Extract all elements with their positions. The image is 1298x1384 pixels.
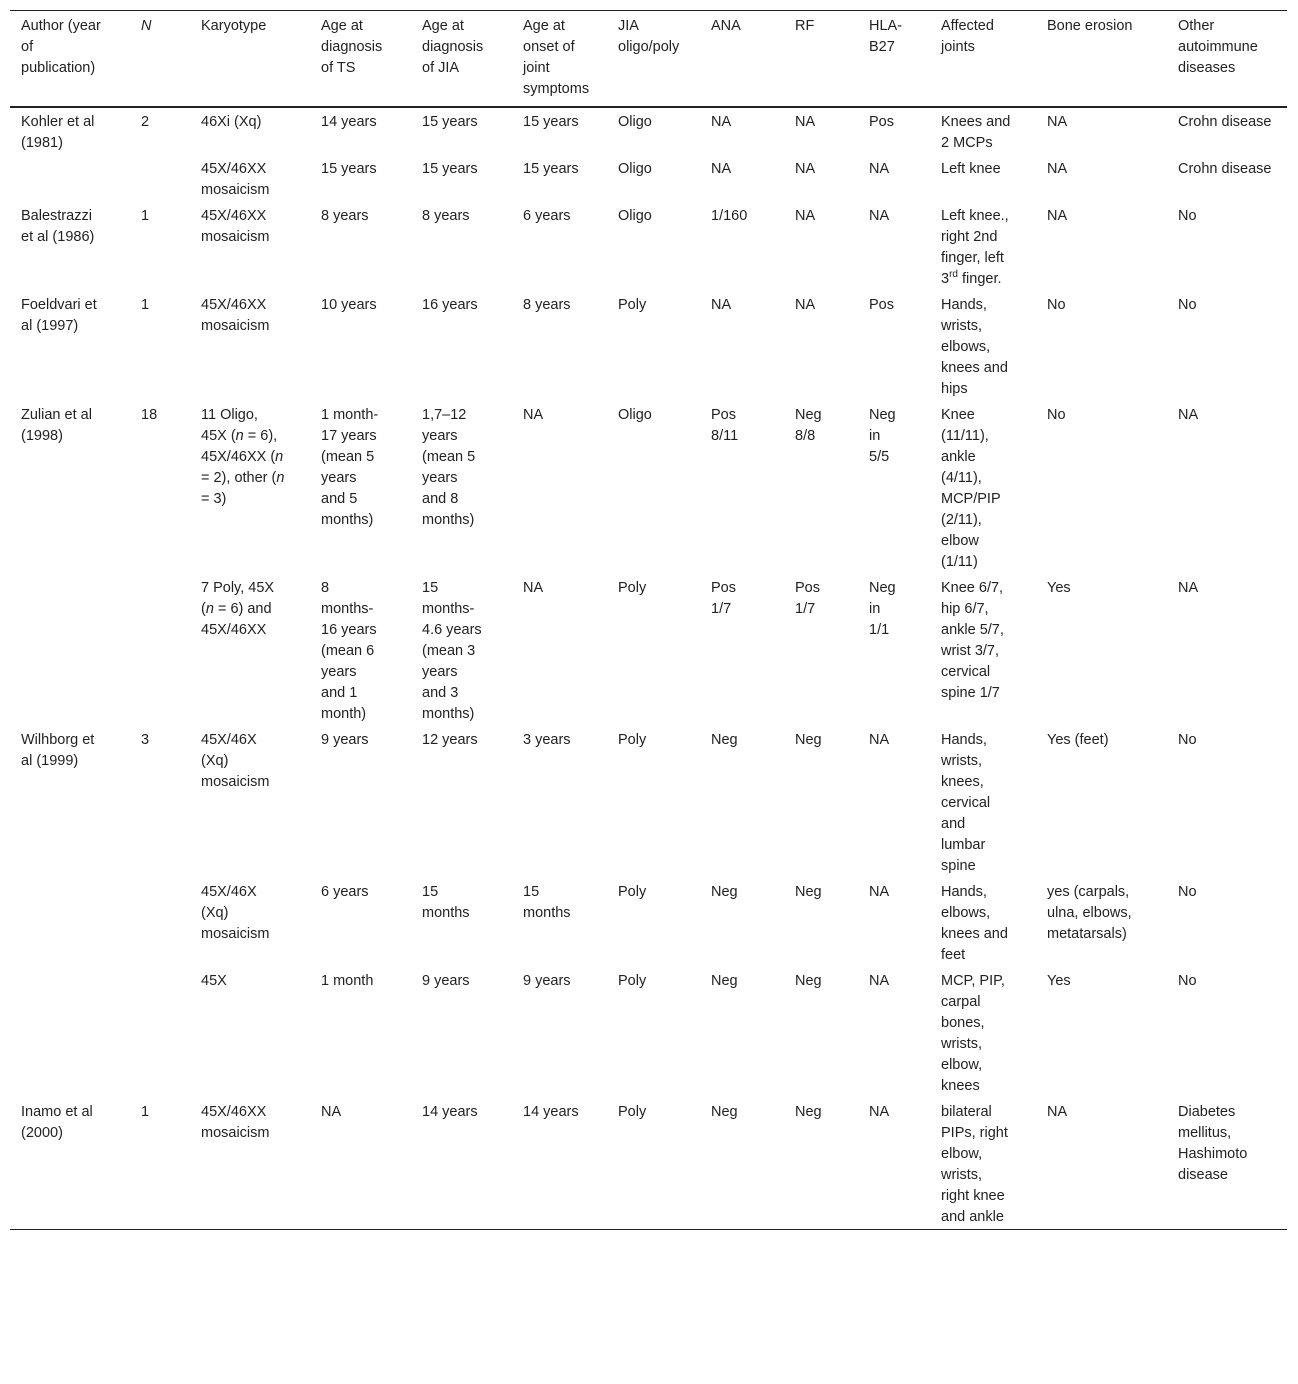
- cell-age-ts: 6 years: [321, 884, 369, 900]
- cell-author: Wilhborg et al (1999): [21, 732, 95, 769]
- cell-author: Inamo et al (2000): [21, 1104, 93, 1141]
- n-symbol: n: [275, 449, 284, 465]
- cell-joints: bilateral PIPs, right elbow, wrists, right knee and ankle: [941, 1104, 1008, 1225]
- cell-rf: Neg: [795, 1104, 822, 1120]
- table-row: [10, 202, 1287, 291]
- cell-karyotype: 46Xi (Xq): [201, 114, 262, 130]
- header-bone-erosion: Bone erosion: [1047, 18, 1133, 34]
- karyotype-text: = 3): [201, 491, 227, 507]
- cell-age-ts: NA: [321, 1104, 342, 1120]
- table-row: [10, 878, 1287, 967]
- cell-jia-type: Oligo: [618, 114, 652, 130]
- cell-joints: Knees and 2 MCPs: [941, 114, 1011, 151]
- cell-hla: NA: [869, 208, 890, 224]
- cell-ana: NA: [711, 297, 732, 313]
- cell-joints: Hands, elbows, knees and feet: [941, 884, 1008, 963]
- cell-karyotype: 45X/46XX mosaicism: [201, 297, 270, 334]
- cell-onset: 3 years: [523, 732, 571, 748]
- cell-other: No: [1178, 208, 1197, 224]
- cell-rf: NA: [795, 114, 816, 130]
- cell-joints: [930, 202, 1036, 291]
- cell-hla: Neg in 5/5: [869, 407, 896, 465]
- header-row: [10, 11, 1287, 108]
- cell-age-ts: 9 years: [321, 732, 369, 748]
- header-hla-b27: HLA-B27: [869, 18, 903, 55]
- header-age-ts: Age at diagnosis of TS: [321, 18, 383, 76]
- cell-n: 1: [141, 297, 150, 313]
- cell-n: 18: [141, 407, 158, 423]
- cell-other: No: [1178, 973, 1197, 989]
- cell-erosion: NA: [1047, 114, 1068, 130]
- header-rf: RF: [795, 18, 815, 34]
- cell-karyotype: [190, 401, 310, 574]
- cell-erosion: yes (carpals, ulna, elbows, metatarsals): [1047, 884, 1132, 942]
- cell-onset: 14 years: [523, 1104, 579, 1120]
- cell-onset: 8 years: [523, 297, 571, 313]
- cell-karyotype: [190, 574, 310, 726]
- table-header: [10, 11, 1287, 108]
- cell-author: Kohler et al (1981): [21, 114, 95, 151]
- cell-joints: Hands, wrists, elbows, knees and hips: [941, 297, 1008, 397]
- header-affected-joints: Affected joints: [941, 18, 994, 55]
- table-row: [10, 574, 1287, 726]
- cell-ana: Pos 8/11: [711, 407, 739, 444]
- cell-age-ts: 1 month: [321, 973, 374, 989]
- table-row: [10, 107, 1287, 155]
- cell-age-ts: 8 years: [321, 208, 369, 224]
- cell-karyotype: 45X/46XX mosaicism: [201, 1104, 270, 1141]
- superscript-rd: rd: [949, 269, 958, 281]
- cell-erosion: NA: [1047, 161, 1068, 177]
- cell-other: No: [1178, 732, 1197, 748]
- karyotype-text: 11 Oligo, 45X (: [201, 407, 258, 444]
- cell-rf: NA: [795, 208, 816, 224]
- cell-joints: Hands, wrists, knees, cervical and lumbar spine: [941, 732, 991, 874]
- cell-hla: Neg in 1/1: [869, 580, 896, 638]
- cell-age-jia: 15 months: [422, 884, 470, 921]
- header-onset: Age at onset of joint symptoms: [523, 18, 590, 97]
- cell-age-jia: 15 months-4.6 years (mean 3 years and 3 months): [422, 580, 482, 722]
- cell-rf: Neg 8/8: [795, 407, 822, 444]
- cell-ana: Neg: [711, 884, 738, 900]
- cell-other: No: [1178, 884, 1197, 900]
- table-container: [10, 10, 1287, 1230]
- cell-n: 1: [141, 1104, 150, 1120]
- cell-onset: NA: [523, 407, 544, 423]
- cell-hla: NA: [869, 732, 890, 748]
- cell-karyotype: 45X/46X (Xq) mosaicism: [201, 732, 270, 790]
- cell-other: Crohn disease: [1178, 161, 1272, 177]
- cell-rf: Neg: [795, 884, 822, 900]
- cell-rf: NA: [795, 297, 816, 313]
- table-body: [10, 107, 1287, 1230]
- cell-age-jia: 1,7–12 years (mean 5 years and 8 months): [422, 407, 476, 528]
- cell-jia-type: Oligo: [618, 161, 652, 177]
- cell-other: NA: [1178, 580, 1199, 596]
- cell-hla: NA: [869, 1104, 890, 1120]
- cell-joints: Knee 6/7, hip 6/7, ankle 5/7, wrist 3/7, cervical spine 1/7: [941, 580, 1004, 701]
- cell-age-ts: 10 years: [321, 297, 377, 313]
- cell-onset: NA: [523, 580, 544, 596]
- cell-age-ts: 14 years: [321, 114, 377, 130]
- cell-jia-type: Poly: [618, 973, 647, 989]
- cell-jia-type: Poly: [618, 1104, 647, 1120]
- cell-jia-type: Oligo: [618, 407, 652, 423]
- cell-n: 3: [141, 732, 150, 748]
- header-n: N: [141, 18, 152, 34]
- n-symbol: n: [235, 428, 244, 444]
- cell-other: NA: [1178, 407, 1199, 423]
- cell-rf: NA: [795, 161, 816, 177]
- n-symbol: n: [276, 470, 285, 486]
- joints-text: Left knee., right 2nd finger, left 3: [941, 208, 1009, 287]
- karyotype-text: = 6), 45X/46XX (: [201, 428, 278, 465]
- karyotype-text: = 2), other (: [201, 470, 277, 486]
- cell-onset: 15 months: [523, 884, 571, 921]
- cell-karyotype: 45X/46XX mosaicism: [201, 161, 270, 198]
- table-row: [10, 401, 1287, 574]
- cell-age-jia: 8 years: [422, 208, 470, 224]
- cell-erosion: Yes: [1047, 973, 1071, 989]
- cell-ana: 1/160: [711, 208, 748, 224]
- cell-age-jia: 15 years: [422, 114, 478, 130]
- cell-erosion: Yes (feet): [1047, 732, 1109, 748]
- cell-age-jia: 16 years: [422, 297, 478, 313]
- cell-erosion: No: [1047, 297, 1066, 313]
- cell-karyotype: 45X: [201, 973, 227, 989]
- cell-erosion: NA: [1047, 208, 1068, 224]
- cell-joints: Knee (11/11), ankle (4/11), MCP/PIP (2/11), elbow (1/11): [941, 407, 1001, 570]
- cell-erosion: Yes: [1047, 580, 1071, 596]
- karyotype-text: 7 Poly, 45X (: [201, 580, 275, 617]
- cell-karyotype: 45X/46X (Xq) mosaicism: [201, 884, 270, 942]
- table-row: [10, 1098, 1287, 1230]
- cell-hla: Pos: [869, 297, 894, 313]
- table-row: [10, 155, 1287, 202]
- cell-age-ts: 1 month-17 years (mean 5 years and 5 months): [321, 407, 379, 528]
- cell-erosion: NA: [1047, 1104, 1068, 1120]
- cell-jia-type: Poly: [618, 297, 647, 313]
- karyotype-text: = 6) and 45X/46XX: [201, 601, 272, 638]
- cell-onset: 6 years: [523, 208, 571, 224]
- cell-author: Zulian et al (1998): [21, 407, 92, 444]
- cell-author: Foeldvari et al (1997): [21, 297, 97, 334]
- table-row: [10, 967, 1287, 1098]
- header-author: Author (year of publication): [21, 18, 101, 76]
- cell-onset: 15 years: [523, 161, 579, 177]
- cell-age-jia: 9 years: [422, 973, 470, 989]
- cell-n: 1: [141, 208, 150, 224]
- clinical-table: [10, 10, 1287, 1230]
- cell-age-ts: 8 months-16 years (mean 6 years and 1 month): [321, 580, 377, 722]
- cell-age-jia: 12 years: [422, 732, 478, 748]
- cell-karyotype: 45X/46XX mosaicism: [201, 208, 270, 245]
- cell-other: No: [1178, 297, 1197, 313]
- n-symbol: n: [205, 601, 214, 617]
- cell-hla: Pos: [869, 114, 894, 130]
- cell-rf: Pos 1/7: [795, 580, 820, 617]
- cell-ana: Pos 1/7: [711, 580, 736, 617]
- header-age-jia: Age at diagnosis of JIA: [422, 18, 484, 76]
- cell-ana: Neg: [711, 973, 738, 989]
- cell-ana: Neg: [711, 732, 738, 748]
- cell-other: Diabetes mellitus, Hashimoto disease: [1178, 1104, 1248, 1183]
- cell-rf: Neg: [795, 732, 822, 748]
- cell-other: Crohn disease: [1178, 114, 1272, 130]
- cell-hla: NA: [869, 161, 890, 177]
- cell-hla: NA: [869, 973, 890, 989]
- cell-hla: NA: [869, 884, 890, 900]
- header-karyotype: Karyotype: [201, 18, 267, 34]
- cell-jia-type: Poly: [618, 732, 647, 748]
- cell-jia-type: Poly: [618, 884, 647, 900]
- cell-age-jia: 15 years: [422, 161, 478, 177]
- cell-joints: Left knee: [941, 161, 1001, 177]
- cell-onset: 15 years: [523, 114, 579, 130]
- cell-author: Balestrazzi et al (1986): [21, 208, 95, 245]
- cell-erosion: No: [1047, 407, 1066, 423]
- cell-n: 2: [141, 114, 150, 130]
- cell-ana: Neg: [711, 1104, 738, 1120]
- header-other-autoimmune: Other autoimmune diseases: [1178, 18, 1258, 76]
- cell-age-jia: 14 years: [422, 1104, 478, 1120]
- cell-ana: NA: [711, 114, 732, 130]
- cell-age-ts: 15 years: [321, 161, 377, 177]
- cell-jia-type: Poly: [618, 580, 647, 596]
- header-ana: ANA: [711, 18, 741, 34]
- table-row: [10, 726, 1287, 878]
- cell-ana: NA: [711, 161, 732, 177]
- header-jia-type: JIA oligo/poly: [618, 18, 680, 55]
- table-row: [10, 291, 1287, 401]
- cell-rf: Neg: [795, 973, 822, 989]
- cell-jia-type: Oligo: [618, 208, 652, 224]
- cell-joints: MCP, PIP, carpal bones, wrists, elbow, knees: [941, 973, 1005, 1094]
- joints-text: finger.: [957, 271, 1002, 287]
- cell-onset: 9 years: [523, 973, 571, 989]
